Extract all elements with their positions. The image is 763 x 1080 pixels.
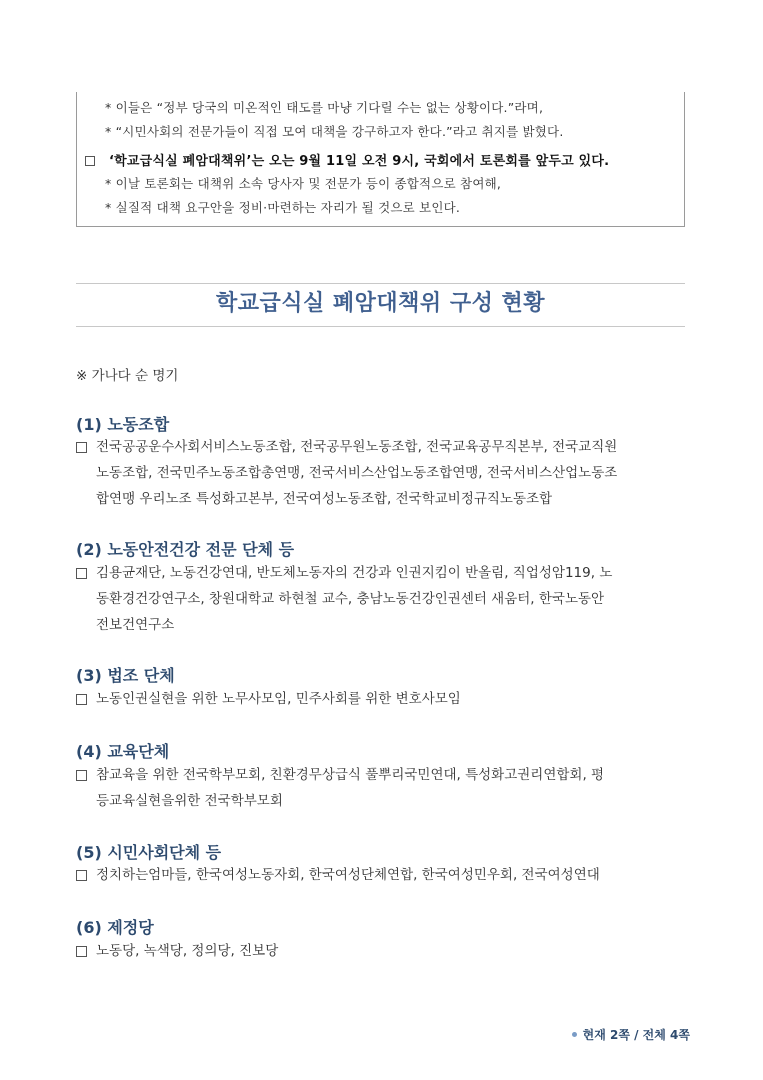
list-line: 노동당, 녹색당, 정의당, 진보당 [96,943,279,959]
list-line: 동환경건강연구소, 창원대학교 하현철 교수, 충남노동건강인권센터 새움터, 한국노동안 [96,591,605,607]
list-line: 노동조합, 전국민주노동조합총연맹, 전국서비스산업노동조합연맹, 전국서비스산업노동조 [96,465,618,481]
section-heading: (3) 법조 단체 [76,666,175,685]
checkbox-square-icon [76,442,87,453]
section-body [76,862,692,888]
checkbox-square-icon [76,568,87,579]
checkbox-square-icon [76,946,87,957]
section-body [76,686,692,712]
box-main-line: ‘학교급식실 폐암대책위’는 오는 9월 11일 오전 9시, 국회에서 토론회를 앞두고 있다. [85,150,609,169]
title-bottom-rule [76,326,685,327]
list-line: 김용균재단, 노동건강연대, 반도체노동자의 건강과 인권지킴이 반올림, 직업성암119, 노 [96,565,613,581]
section-heading: (1) 노동조합 [76,415,170,434]
section-body [76,434,692,512]
list-line: 전국공공운수사회서비스노동조합, 전국공무원노동조합, 전국교육공무직본부, 전국교직원 [96,439,618,455]
checkbox-square-icon [76,770,87,781]
checkbox-square-icon [76,870,87,881]
section-heading: (4) 교육단체 [76,742,170,761]
list-item [76,560,692,638]
box-line: * 실질적 대책 요구안을 정비·마련하는 자리가 될 것으로 보인다. [105,200,461,215]
list-line: 전보건연구소 [96,617,175,633]
bullet-dot-icon [572,1032,577,1037]
list-item [76,434,692,512]
checkbox-square-icon [76,694,87,705]
list-line: 참교육을 위한 전국학부모회, 친환경무상급식 풀뿌리국민연대, 특성화고권리연합회, 평 [96,767,605,783]
list-item [76,686,692,712]
checkbox-square-icon [85,156,95,166]
box-line: * 이들은 “정부 당국의 미온적인 태도를 마냥 기다릴 수는 없는 상황이다.”라며, [105,100,544,115]
ordering-note: ※ 가나다 순 명기 [76,368,179,384]
section-body [76,762,692,814]
box-line: * “시민사회의 전문가들이 직접 모여 대책을 강구하고자 한다.”라고 취지를 밝혔다. [105,124,564,139]
list-line: 등교육실현을위한 전국학부모회 [96,793,283,809]
list-line: 합연맹 우리노조 특성화고본부, 전국여성노동조합, 전국학교비정규직노동조합 [96,491,553,507]
summary-box [76,92,685,227]
section-body [76,938,692,964]
section-heading: (5) 시민사회단체 등 [76,843,222,862]
title-top-rule [76,283,685,284]
list-item [76,862,692,888]
list-item [76,762,692,814]
page-indicator: 현재 2쪽 / 전체 4쪽 [572,1026,690,1043]
list-item [76,938,692,964]
box-line: * 이날 토론회는 대책위 소속 당사자 및 전문가 등이 종합적으로 참여해, [105,176,502,191]
section-heading: (2) 노동안전건강 전문 단체 등 [76,540,295,559]
section-body [76,560,692,638]
list-line: 정치하는엄마들, 한국여성노동자회, 한국여성단체연합, 한국여성민우회, 전국여성연대 [96,867,600,883]
list-line: 노동인권실현을 위한 노무사모임, 민주사회를 위한 변호사모임 [96,691,461,707]
page-title: 학교급식실 폐암대책위 구성 현황 [215,291,545,316]
section-heading: (6) 제정당 [76,918,154,937]
